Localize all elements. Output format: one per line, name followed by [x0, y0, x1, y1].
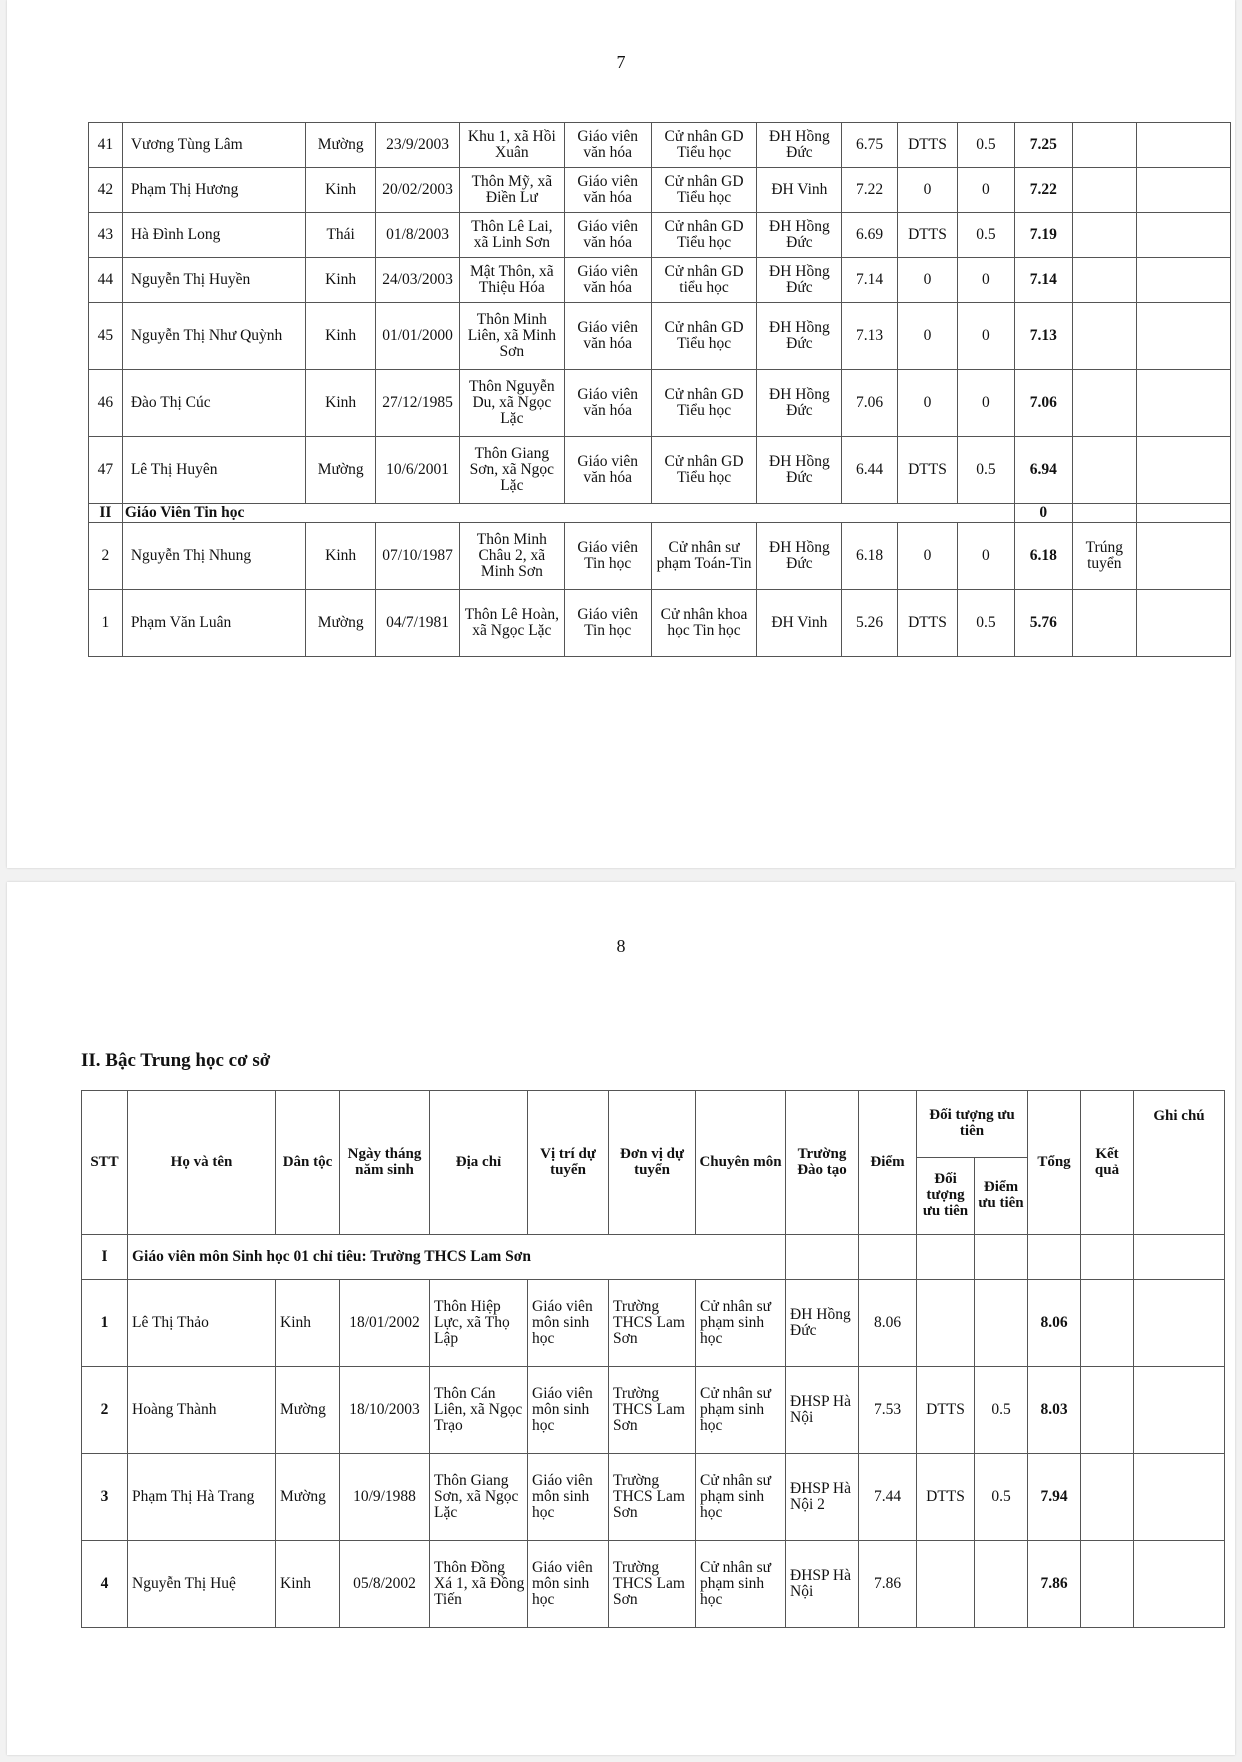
- cell-priority-score: 0: [958, 303, 1014, 370]
- cell-position: Giáo viên văn hóa: [564, 213, 651, 258]
- cell-ethnic: Kinh: [306, 168, 376, 213]
- table-row: [89, 258, 1231, 303]
- cell-dob: 10/6/2001: [376, 437, 460, 504]
- section-row: [89, 504, 1231, 523]
- cell-major: Cử nhân GD Tiểu học: [651, 123, 757, 168]
- table-row: [82, 1454, 1225, 1541]
- table-row: [89, 437, 1231, 504]
- header-address: Địa chỉ: [430, 1091, 528, 1235]
- table-cell: [859, 1235, 917, 1280]
- cell-address: Thôn Giang Sơn, xã Ngọc Lặc: [460, 437, 565, 504]
- cell-name: Phạm Văn Luân: [122, 590, 305, 657]
- cell-total: 6.18: [1014, 523, 1072, 590]
- cell-major: Cử nhân GD Tiểu học: [651, 370, 757, 437]
- cell-school: ĐH Hồng Đức: [757, 213, 842, 258]
- cell-name: Vương Tùng Lâm: [122, 123, 305, 168]
- header-ethnic: Dân tộc: [276, 1091, 340, 1235]
- cell-major: Cử nhân khoa học Tin học: [651, 590, 757, 657]
- cell-dob: 04/7/1981: [376, 590, 460, 657]
- cell-priority-score: [975, 1541, 1028, 1628]
- cell-priority-type: DTTS: [897, 123, 957, 168]
- cell-stt: 4: [82, 1541, 128, 1628]
- cell-priority-score: [975, 1280, 1028, 1367]
- cell-note: [1134, 1280, 1225, 1367]
- cell-total: 7.22: [1014, 168, 1072, 213]
- cell-stt: 2: [82, 1367, 128, 1454]
- cell-dob: 24/03/2003: [376, 258, 460, 303]
- cell-result: [1073, 437, 1137, 504]
- cell-school: ĐH Hồng Đức: [786, 1280, 859, 1367]
- cell-major: Cử nhân sư phạm Toán-Tin: [651, 523, 757, 590]
- cell-school: ĐH Hồng Đức: [757, 258, 842, 303]
- cell-position: Giáo viên văn hóa: [564, 168, 651, 213]
- cell-stt: 43: [89, 213, 123, 258]
- cell-score: 7.53: [859, 1367, 917, 1454]
- cell-priority-score: 0.5: [958, 590, 1014, 657]
- header-dob: Ngày tháng năm sinh: [340, 1091, 430, 1235]
- cell-dob: 05/8/2002: [340, 1541, 430, 1628]
- header-total: Tổng: [1028, 1091, 1081, 1235]
- cell-score: 5.26: [842, 590, 897, 657]
- cell-major: Cử nhân GD Tiểu học: [651, 303, 757, 370]
- cell-major: Cử nhân GD tiểu học: [651, 258, 757, 303]
- cell-result: [1073, 258, 1137, 303]
- cell-unit: Trường THCS Lam Sơn: [609, 1454, 696, 1541]
- cell-priority-type: 0: [897, 303, 957, 370]
- cell-name: Đào Thị Cúc: [122, 370, 305, 437]
- cell-school: ĐH Hồng Đức: [757, 437, 842, 504]
- cell-priority-type: 0: [897, 168, 957, 213]
- cell-total: 8.03: [1028, 1367, 1081, 1454]
- cell-address: Thôn Lê Lai, xã Linh Sơn: [460, 213, 565, 258]
- cell-stt: 1: [82, 1280, 128, 1367]
- cell-result: [1073, 504, 1137, 523]
- cell-address: Thôn Minh Châu 2, xã Minh Sơn: [460, 523, 565, 590]
- cell-unit: Trường THCS Lam Sơn: [609, 1541, 696, 1628]
- cell-total: 7.86: [1028, 1541, 1081, 1628]
- document-page-7: [7, 0, 1235, 868]
- table-row: [82, 1280, 1225, 1367]
- cell-stt: 3: [82, 1454, 128, 1541]
- cell-priority-type: DTTS: [897, 437, 957, 504]
- cell-dob: 27/12/1985: [376, 370, 460, 437]
- cell-name: Nguyễn Thị Như Quỳnh: [122, 303, 305, 370]
- table-row: [89, 303, 1231, 370]
- cell-priority-type: DTTS: [897, 213, 957, 258]
- cell-ethnic: Mường: [306, 123, 376, 168]
- header-score: Điểm: [859, 1091, 917, 1235]
- cell-ethnic: Kinh: [306, 523, 376, 590]
- cell-dob: 23/9/2003: [376, 123, 460, 168]
- cell-score: 6.69: [842, 213, 897, 258]
- cell-priority-score: 0: [958, 168, 1014, 213]
- cell-position: Giáo viên Tin học: [564, 523, 651, 590]
- cell-total: 5.76: [1014, 590, 1072, 657]
- cell-address: Thôn Nguyễn Du, xã Ngọc Lặc: [460, 370, 565, 437]
- cell-note: [1136, 590, 1230, 657]
- cell-score: 7.14: [842, 258, 897, 303]
- cell-result: [1073, 370, 1137, 437]
- cell-ethnic: Mường: [276, 1367, 340, 1454]
- cell-priority-score: 0.5: [958, 123, 1014, 168]
- cell-note: [1136, 437, 1230, 504]
- header-name: Họ và tên: [128, 1091, 276, 1235]
- cell-score: 6.18: [842, 523, 897, 590]
- cell-dob: 10/9/1988: [340, 1454, 430, 1541]
- cell-name: Lê Thị Huyên: [122, 437, 305, 504]
- cell-dob: 20/02/2003: [376, 168, 460, 213]
- cell-result: [1073, 168, 1137, 213]
- cell-note: [1136, 523, 1230, 590]
- table-row: [89, 370, 1231, 437]
- cell-major: Cử nhân sư phạm sinh học: [696, 1367, 786, 1454]
- cell-score: 6.75: [842, 123, 897, 168]
- table-cell: [1134, 1235, 1225, 1280]
- header-position: Vị trí dự tuyển: [528, 1091, 609, 1235]
- table-row: [89, 523, 1231, 590]
- cell-stt: 44: [89, 258, 123, 303]
- cell-result: Trúng tuyển: [1073, 523, 1137, 590]
- cell-total: 6.94: [1014, 437, 1072, 504]
- header-result: Kết quả: [1081, 1091, 1134, 1235]
- cell-school: ĐHSP Hà Nội: [786, 1367, 859, 1454]
- cell-position: Giáo viên môn sinh học: [528, 1280, 609, 1367]
- cell-note: [1136, 303, 1230, 370]
- cell-result: [1081, 1367, 1134, 1454]
- cell-priority-score: 0: [958, 370, 1014, 437]
- cell-major: Cử nhân GD Tiểu học: [651, 213, 757, 258]
- cell-score: 7.13: [842, 303, 897, 370]
- cell-priority-score: 0: [958, 258, 1014, 303]
- cell-score: 6.44: [842, 437, 897, 504]
- cell-dob: 01/01/2000: [376, 303, 460, 370]
- cell-ethnic: Kinh: [306, 303, 376, 370]
- page-number: 8: [616, 936, 626, 956]
- group-number: I: [82, 1235, 128, 1280]
- cell-stt: 45: [89, 303, 123, 370]
- cell-position: Giáo viên văn hóa: [564, 123, 651, 168]
- cell-position: Giáo viên môn sinh học: [528, 1367, 609, 1454]
- cell-total: 7.13: [1014, 303, 1072, 370]
- table-row: [89, 168, 1231, 213]
- cell-total: 7.94: [1028, 1454, 1081, 1541]
- header-unit: Đơn vị dự tuyển: [609, 1091, 696, 1235]
- header-school: Trường Đào tạo: [786, 1091, 859, 1235]
- cell-school: ĐH Hồng Đức: [757, 303, 842, 370]
- cell-dob: 07/10/1987: [376, 523, 460, 590]
- cell-major: Cử nhân GD Tiểu học: [651, 168, 757, 213]
- cell-priority-score: 0.5: [975, 1454, 1028, 1541]
- cell-result: [1073, 590, 1137, 657]
- cell-total: 7.14: [1014, 258, 1072, 303]
- cell-name: Phạm Thị Hương: [122, 168, 305, 213]
- cell-note: [1136, 123, 1230, 168]
- table-row: [82, 1367, 1225, 1454]
- candidates-table-secondary: [81, 1090, 1225, 1628]
- cell-result: [1081, 1541, 1134, 1628]
- cell-dob: 18/01/2002: [340, 1280, 430, 1367]
- cell-address: Khu 1, xã Hồi Xuân: [460, 123, 565, 168]
- cell-priority-score: 0.5: [958, 213, 1014, 258]
- cell-note: [1134, 1454, 1225, 1541]
- cell-school: ĐHSP Hà Nội 2: [786, 1454, 859, 1541]
- cell-total: 7.19: [1014, 213, 1072, 258]
- cell-position: Giáo viên văn hóa: [564, 258, 651, 303]
- cell-priority-type: 0: [897, 523, 957, 590]
- table-cell: [1028, 1235, 1081, 1280]
- cell-score: 7.44: [859, 1454, 917, 1541]
- cell-ethnic: Kinh: [306, 258, 376, 303]
- cell-position: Giáo viên môn sinh học: [528, 1541, 609, 1628]
- cell-position: Giáo viên văn hóa: [564, 370, 651, 437]
- cell-stt: 1: [89, 590, 123, 657]
- cell-address: Thôn Đồng Xá 1, xã Đồng Tiến: [430, 1541, 528, 1628]
- table-cell: [917, 1235, 975, 1280]
- cell-name: Hà Đình Long: [122, 213, 305, 258]
- cell-address: Thôn Mỹ, xã Điền Lư: [460, 168, 565, 213]
- cell-unit: Trường THCS Lam Sơn: [609, 1280, 696, 1367]
- cell-ethnic: Mường: [276, 1454, 340, 1541]
- header-priority-group: Đối tượng ưu tiên: [917, 1091, 1028, 1158]
- cell-address: Thôn Cán Liên, xã Ngọc Trạo: [430, 1367, 528, 1454]
- cell-note: [1134, 1541, 1225, 1628]
- cell-address: Thôn Hiệp Lực, xã Thọ Lập: [430, 1280, 528, 1367]
- cell-total: 7.25: [1014, 123, 1072, 168]
- cell-note: [1136, 370, 1230, 437]
- cell-stt: 2: [89, 523, 123, 590]
- cell-school: ĐH Hồng Đức: [757, 523, 842, 590]
- cell-note: [1136, 213, 1230, 258]
- cell-address: Thôn Giang Sơn, xã Ngọc Lặc: [430, 1454, 528, 1541]
- cell-stt: 42: [89, 168, 123, 213]
- table-cell: [975, 1235, 1028, 1280]
- cell-ethnic: Kinh: [306, 370, 376, 437]
- candidates-table-primary: [88, 122, 1231, 657]
- table-cell: [786, 1235, 859, 1280]
- header-stt: STT: [82, 1091, 128, 1235]
- table-row: [82, 1541, 1225, 1628]
- cell-unit: Trường THCS Lam Sơn: [609, 1367, 696, 1454]
- cell-school: ĐH Hồng Đức: [757, 123, 842, 168]
- cell-priority-type: DTTS: [897, 590, 957, 657]
- cell-priority-type: [917, 1280, 975, 1367]
- cell-result: [1081, 1454, 1134, 1541]
- cell-score: 8.06: [859, 1280, 917, 1367]
- page-number: 7: [616, 52, 626, 72]
- cell-address: Thôn Lê Hoàn, xã Ngọc Lặc: [460, 590, 565, 657]
- cell-dob: 18/10/2003: [340, 1367, 430, 1454]
- cell-position: Giáo viên môn sinh học: [528, 1454, 609, 1541]
- cell-score: 7.22: [842, 168, 897, 213]
- cell-result: [1073, 213, 1137, 258]
- cell-priority-score: 0: [958, 523, 1014, 590]
- cell-ethnic: Kinh: [276, 1541, 340, 1628]
- cell-dob: 01/8/2003: [376, 213, 460, 258]
- cell-ethnic: Mường: [306, 590, 376, 657]
- cell-name: Nguyễn Thị Nhung: [122, 523, 305, 590]
- cell-priority-type: [917, 1541, 975, 1628]
- cell-name: Hoàng Thành: [128, 1367, 276, 1454]
- table-row: [89, 590, 1231, 657]
- header-major: Chuyên môn: [696, 1091, 786, 1235]
- cell-address: Mật Thôn, xã Thiệu Hóa: [460, 258, 565, 303]
- cell-note: [1134, 1367, 1225, 1454]
- cell-position: Giáo viên văn hóa: [564, 437, 651, 504]
- cell-total: 8.06: [1028, 1280, 1081, 1367]
- cell-priority-type: DTTS: [917, 1454, 975, 1541]
- group-row: [82, 1235, 1225, 1280]
- cell-ethnic: Thái: [306, 213, 376, 258]
- table-row: [89, 123, 1231, 168]
- cell-score: 7.06: [842, 370, 897, 437]
- cell-school: ĐH Vinh: [757, 590, 842, 657]
- cell-stt: 46: [89, 370, 123, 437]
- group-title: Giáo viên môn Sinh học 01 chỉ tiêu: Trường THCS Lam Sơn: [128, 1235, 786, 1280]
- cell-major: Cử nhân sư phạm sinh học: [696, 1541, 786, 1628]
- cell-name: Nguyễn Thị Huyền: [122, 258, 305, 303]
- cell-major: Cử nhân sư phạm sinh học: [696, 1280, 786, 1367]
- cell-major: Cử nhân GD Tiểu học: [651, 437, 757, 504]
- cell-major: Cử nhân sư phạm sinh học: [696, 1454, 786, 1541]
- cell-school: ĐH Vinh: [757, 168, 842, 213]
- cell-ethnic: Kinh: [276, 1280, 340, 1367]
- cell-result: [1073, 123, 1137, 168]
- header-note: Ghi chú: [1134, 1091, 1225, 1235]
- section-title: II. Bậc Trung học cơ sở: [81, 1050, 271, 1071]
- table-row: [89, 213, 1231, 258]
- cell-address: Thôn Minh Liên, xã Minh Sơn: [460, 303, 565, 370]
- cell-note: [1136, 504, 1230, 523]
- cell-note: [1136, 168, 1230, 213]
- cell-result: [1081, 1280, 1134, 1367]
- cell-ethnic: Mường: [306, 437, 376, 504]
- cell-stt: 47: [89, 437, 123, 504]
- cell-name: Lê Thị Thảo: [128, 1280, 276, 1367]
- cell-school: ĐH Hồng Đức: [757, 370, 842, 437]
- cell-name: Phạm Thị Hà Trang: [128, 1454, 276, 1541]
- cell-school: ĐHSP Hà Nội: [786, 1541, 859, 1628]
- section-name: Giáo Viên Tin học: [122, 504, 1014, 523]
- cell-stt: 41: [89, 123, 123, 168]
- cell-note: [1136, 258, 1230, 303]
- cell-priority-score: 0.5: [975, 1367, 1028, 1454]
- cell-position: Giáo viên văn hóa: [564, 303, 651, 370]
- header-priority-type: Đối tượng ưu tiên: [917, 1158, 975, 1235]
- cell-priority-type: 0: [897, 370, 957, 437]
- section-number: II: [89, 504, 123, 523]
- cell-priority-score: 0.5: [958, 437, 1014, 504]
- cell-score: 7.86: [859, 1541, 917, 1628]
- cell-result: [1073, 303, 1137, 370]
- section-total: 0: [1014, 504, 1072, 523]
- header-priority-score: Điểm ưu tiên: [975, 1158, 1028, 1235]
- cell-name: Nguyễn Thị Huệ: [128, 1541, 276, 1628]
- cell-priority-type: DTTS: [917, 1367, 975, 1454]
- cell-position: Giáo viên Tin học: [564, 590, 651, 657]
- table-cell: [1081, 1235, 1134, 1280]
- cell-total: 7.06: [1014, 370, 1072, 437]
- cell-priority-type: 0: [897, 258, 957, 303]
